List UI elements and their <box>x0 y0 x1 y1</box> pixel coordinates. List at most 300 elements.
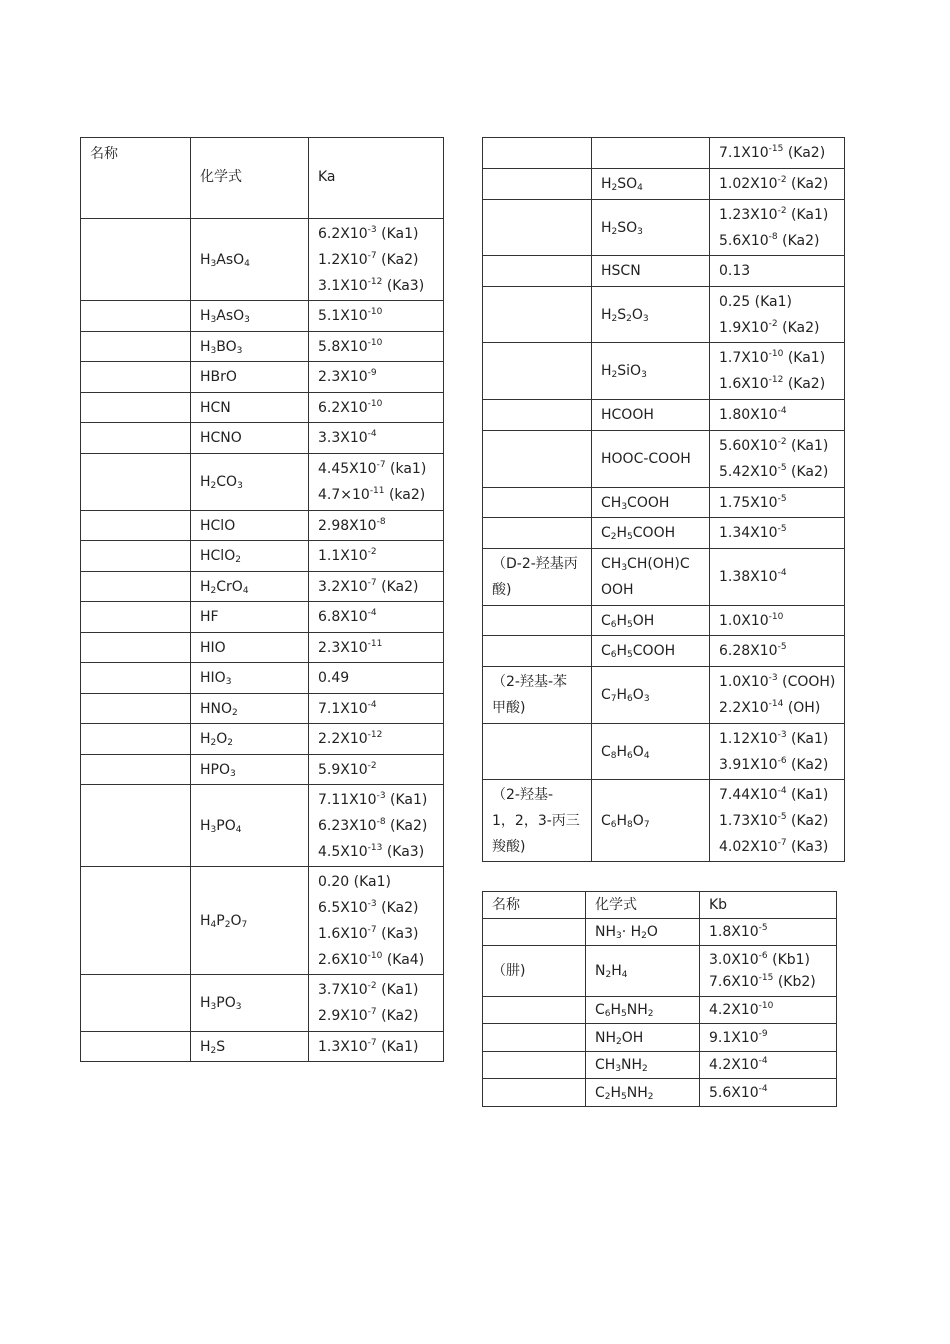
acid-table-left <box>80 137 444 1062</box>
text-run: 2.2X10 <box>318 731 368 747</box>
cell-formula <box>592 138 710 169</box>
subscript: 3 <box>210 1002 217 1012</box>
cell-name <box>483 1024 586 1052</box>
superscript: -10 <box>758 1001 774 1011</box>
text-run: 4.45X10 <box>318 461 377 477</box>
table-row <box>483 919 837 946</box>
cell-name <box>483 1052 586 1079</box>
subscript: 2 <box>611 313 618 324</box>
text-run: 0.13 <box>719 263 751 279</box>
cell-name <box>483 1079 586 1107</box>
cell-line <box>318 947 434 973</box>
cell-name <box>483 919 586 946</box>
superscript: -10 <box>367 950 383 961</box>
superscript: -2 <box>367 547 377 557</box>
text-run: SO <box>617 219 638 236</box>
acid-table-right <box>482 137 845 862</box>
subscript: 2 <box>232 707 238 718</box>
subscript: 7 <box>241 919 248 930</box>
cell-line <box>318 513 434 539</box>
text-run: H <box>616 525 628 541</box>
superscript: -15 <box>758 973 774 983</box>
subscript: 2 <box>616 1036 622 1047</box>
text-run: (Kb1) <box>767 952 811 968</box>
superscript: -8 <box>376 516 386 527</box>
cell-formula <box>592 200 710 256</box>
cell-line <box>492 577 582 603</box>
subscript: 2 <box>210 1045 217 1056</box>
text-run: H <box>200 474 211 490</box>
table-row <box>483 549 845 606</box>
text-run: (Ka2) <box>786 464 829 480</box>
subscript: 3 <box>230 768 236 779</box>
text-run: O <box>230 912 242 929</box>
text-run: H <box>200 251 211 268</box>
subscript: 6 <box>627 750 633 761</box>
text-run: (Ka2) <box>786 176 829 192</box>
cell-name <box>81 301 191 332</box>
subscript: 6 <box>610 650 617 660</box>
cell-line <box>601 258 700 284</box>
text-run: HF <box>200 609 219 625</box>
table-row <box>81 975 444 1032</box>
superscript: -3 <box>768 673 778 683</box>
text-run: 6.8X10 <box>318 609 368 625</box>
text-run: 7.44X10 <box>719 786 778 803</box>
text-run: H <box>200 817 211 834</box>
cell-line <box>318 273 434 299</box>
cell-name <box>81 332 191 362</box>
text-run: 4.7×10 <box>318 487 370 503</box>
cell-line <box>719 402 835 428</box>
text-run: H <box>601 176 612 192</box>
subscript: 3 <box>236 345 243 356</box>
subscript: 2 <box>227 738 234 748</box>
text-run: 酸) <box>492 582 512 598</box>
cell-line <box>601 446 700 472</box>
superscript: -7 <box>367 577 377 588</box>
text-run: 1，2，3-丙三 <box>492 812 580 829</box>
text-run: 3.3X10 <box>318 430 368 446</box>
text-run: CO <box>216 474 238 490</box>
text-run: OH <box>621 1029 644 1046</box>
text-run: H <box>200 338 211 355</box>
text-run: 3.7X10 <box>318 982 368 998</box>
cell-name <box>483 169 592 200</box>
cell-line <box>318 787 434 813</box>
cell-line <box>719 638 835 664</box>
subscript: 7 <box>610 694 617 704</box>
superscript: -4 <box>367 429 377 439</box>
cell-formula <box>191 301 309 332</box>
text-run: 1.34X10 <box>719 525 778 541</box>
text-run: (COOH) <box>777 674 836 690</box>
cell-line <box>318 895 434 921</box>
text-run: COOH <box>632 643 676 659</box>
table-row <box>483 256 845 287</box>
superscript: -11 <box>369 486 385 496</box>
text-run: H <box>200 308 211 324</box>
cell-ka <box>710 488 845 518</box>
text-run: 2.6X10 <box>318 951 368 968</box>
superscript: -2 <box>367 760 377 771</box>
superscript: -5 <box>758 923 768 933</box>
text-run: (ka2) <box>384 487 426 503</box>
cell-ka <box>710 138 845 169</box>
cell-line <box>601 551 700 577</box>
cell-formula <box>191 975 309 1032</box>
subscript: 4 <box>621 970 628 980</box>
cell-ka <box>710 431 845 488</box>
cell-ka <box>710 200 845 256</box>
table-row <box>81 755 444 785</box>
cell-formula <box>191 602 309 633</box>
table-row <box>81 301 444 332</box>
text-run: (Ka1) <box>786 206 829 223</box>
text-run: O <box>632 743 644 760</box>
cell-kb <box>700 1079 837 1107</box>
cell-name <box>81 454 191 511</box>
text-run: 6.2X10 <box>318 399 368 416</box>
table-row <box>483 169 845 200</box>
table-row <box>483 287 845 343</box>
text-run: S <box>617 306 627 323</box>
text-run: · H <box>621 924 642 940</box>
superscript: -6 <box>758 951 768 961</box>
cell-formula <box>586 1079 700 1107</box>
superscript: -8 <box>768 231 778 242</box>
cell-line <box>492 551 582 577</box>
subscript: 5 <box>627 619 633 630</box>
text-run: 1.73X10 <box>719 812 778 829</box>
text-run: C <box>595 1084 605 1101</box>
cell-name <box>81 602 191 633</box>
text-run: 1.6X10 <box>719 376 769 392</box>
text-run: (Ka2) <box>376 1008 419 1024</box>
cell-name <box>81 572 191 602</box>
text-run: C <box>601 525 611 541</box>
subscript: 8 <box>627 819 633 830</box>
text-run: 1.38X10 <box>719 569 778 585</box>
superscript: -12 <box>768 375 784 385</box>
superscript: -10 <box>768 349 784 359</box>
text-run: 4.2X10 <box>709 1002 759 1018</box>
cell-ka <box>309 755 444 785</box>
text-run: 5.60X10 <box>719 438 778 454</box>
header-formula: 化学式 <box>586 892 700 919</box>
subscript: 3 <box>641 370 647 380</box>
cell-ka <box>710 549 845 606</box>
text-run: H <box>601 219 612 236</box>
cell-ka <box>710 287 845 343</box>
text-run: (ka1) <box>385 461 427 477</box>
table-row <box>81 541 444 572</box>
text-run: 1.6X10 <box>318 925 368 942</box>
text-run: 1.02X10 <box>719 176 778 192</box>
table-row <box>483 138 845 169</box>
cell-line <box>318 813 434 839</box>
subscript: 3 <box>615 1064 622 1074</box>
cell-line <box>709 999 827 1021</box>
cell-formula <box>191 1032 309 1062</box>
cell-ka <box>309 663 444 694</box>
table-row <box>81 694 444 724</box>
cell-line <box>318 221 434 247</box>
text-run: (Ka2) <box>783 376 826 392</box>
subscript: 2 <box>641 931 647 941</box>
text-run: 5.9X10 <box>318 761 368 778</box>
text-run: HCN <box>200 399 231 416</box>
cell-name <box>483 400 592 431</box>
text-run: (Ka3) <box>382 277 425 294</box>
table-row <box>483 606 845 636</box>
text-run: C <box>595 1002 605 1018</box>
cell-formula <box>592 724 710 780</box>
header-name: 名称 <box>81 138 191 219</box>
text-run: 3.91X10 <box>719 756 778 773</box>
cell-formula <box>191 454 309 511</box>
text-run: H <box>200 995 211 1011</box>
cell-formula <box>191 572 309 602</box>
text-run: 4.5X10 <box>318 843 368 860</box>
text-run: 7.11X10 <box>318 791 377 808</box>
text-run: 6.23X10 <box>318 817 377 834</box>
subscript: 5 <box>627 532 633 542</box>
text-run: O <box>216 731 228 747</box>
cell-line <box>719 315 835 341</box>
subscript: 2 <box>235 555 241 565</box>
cell-name <box>81 785 191 867</box>
cell-ka <box>710 724 845 780</box>
cell-formula <box>191 511 309 541</box>
cell-line <box>719 520 835 546</box>
superscript: -4 <box>777 568 787 578</box>
text-run: (Ka1) <box>376 1038 419 1055</box>
text-run: CH <box>601 556 622 572</box>
superscript: -4 <box>777 785 787 796</box>
cell-line <box>318 395 434 421</box>
text-run: H <box>616 643 628 659</box>
text-run: AsO <box>216 308 245 324</box>
cell-name <box>81 1032 191 1062</box>
text-run: C <box>601 812 611 829</box>
text-run: H <box>616 687 628 703</box>
cell-line <box>318 425 434 451</box>
cell-name <box>483 343 592 400</box>
cell-line <box>601 520 700 546</box>
cell-line <box>709 1027 827 1049</box>
text-run: OH <box>632 612 655 629</box>
cell-name <box>483 606 592 636</box>
text-run: HBrO <box>200 369 237 385</box>
cell-line <box>492 695 582 721</box>
cell-line <box>719 808 835 834</box>
cell-line <box>719 490 835 516</box>
cell-ka <box>309 975 444 1032</box>
text-run: （2-羟基-苯 <box>492 674 568 690</box>
base-table <box>482 891 837 1107</box>
cell-ka <box>309 362 444 393</box>
superscript: -10 <box>768 611 784 622</box>
cell-ka <box>309 541 444 572</box>
cell-line <box>601 171 700 197</box>
cell-formula <box>191 332 309 362</box>
cell-name <box>483 667 592 724</box>
subscript: 2 <box>210 481 217 491</box>
cell-ka <box>309 332 444 362</box>
text-run: HClO <box>200 517 236 534</box>
text-run: C <box>601 643 611 659</box>
table-row <box>81 602 444 633</box>
subscript: 3 <box>210 345 217 356</box>
text-run: 5.1X10 <box>318 308 368 324</box>
superscript: -5 <box>777 811 787 822</box>
cell-name <box>81 219 191 301</box>
subscript: 2 <box>647 1091 654 1102</box>
text-run: C <box>601 743 611 760</box>
superscript: -3 <box>376 790 386 801</box>
cell-ka <box>710 636 845 667</box>
text-run: (Kb2) <box>773 974 816 990</box>
table-row <box>81 393 444 423</box>
cell-ka <box>309 694 444 724</box>
text-run: （D-2-羟基丙 <box>492 556 578 572</box>
cell-line <box>719 782 835 808</box>
table-row <box>483 1079 837 1107</box>
text-run: H <box>611 963 622 979</box>
text-run: 7.6X10 <box>709 974 759 990</box>
text-run: OOH <box>601 582 634 598</box>
table-row <box>483 200 845 256</box>
text-run: (Ka2) <box>376 578 419 595</box>
text-run: 羧酸) <box>492 838 526 855</box>
text-run: HCNO <box>200 430 242 446</box>
text-run: (Ka1) <box>783 350 826 366</box>
text-run: (OH) <box>783 700 821 716</box>
cell-name <box>81 975 191 1032</box>
subscript: 3 <box>621 501 628 512</box>
cell-formula <box>191 362 309 393</box>
subscript: 2 <box>224 919 231 930</box>
cell-ka <box>710 256 845 287</box>
cell-line <box>601 808 700 834</box>
cell-name <box>483 780 592 862</box>
cell-kb <box>700 946 837 997</box>
subscript: 5 <box>627 650 633 660</box>
text-run: 4.02X10 <box>719 838 778 855</box>
cell-name <box>483 200 592 256</box>
text-run: H <box>616 743 628 760</box>
cell-line <box>601 358 700 384</box>
cell-formula <box>586 1052 700 1079</box>
subscript: 4 <box>242 585 249 596</box>
text-run: (Ka3) <box>376 925 419 942</box>
header-formula: 化学式 <box>191 138 309 219</box>
cell-ka <box>309 785 444 867</box>
text-run: (Ka1) <box>376 225 419 242</box>
subscript: 8 <box>610 750 617 761</box>
cell-formula <box>592 343 710 400</box>
cell-line <box>492 669 582 695</box>
table-row <box>81 511 444 541</box>
text-run: 5.6X10 <box>719 232 769 249</box>
cell-name <box>483 518 592 549</box>
table-row <box>81 663 444 694</box>
cell-line <box>719 433 835 459</box>
cell-name: （肼) <box>483 946 586 997</box>
text-run: 1.8X10 <box>709 924 759 940</box>
cell-line <box>318 921 434 947</box>
superscript: -8 <box>376 816 386 827</box>
subscript: 2 <box>604 1091 611 1102</box>
cell-formula <box>592 256 710 287</box>
cell-formula <box>592 606 710 636</box>
cell-line <box>318 635 434 661</box>
cell-ka <box>309 572 444 602</box>
cell-line <box>719 752 835 778</box>
subscript: 3 <box>237 481 243 491</box>
text-run: 7.1X10 <box>318 700 368 717</box>
text-run: 1.12X10 <box>719 730 778 747</box>
cell-line <box>318 1034 434 1060</box>
superscript: -4 <box>367 699 377 710</box>
text-run: SO <box>617 176 638 192</box>
text-run: HOOC-COOH <box>601 451 691 467</box>
text-run: 3.2X10 <box>318 578 368 595</box>
text-run: C <box>601 687 611 703</box>
superscript: -6 <box>777 755 787 766</box>
cell-name <box>81 393 191 423</box>
superscript: -7 <box>777 837 787 848</box>
text-run: 7.1X10 <box>719 145 769 161</box>
text-run: H <box>610 1002 622 1018</box>
table-row <box>81 219 444 301</box>
text-run: 3.1X10 <box>318 277 368 294</box>
text-run: H <box>616 612 628 629</box>
cell-line <box>601 490 700 516</box>
text-run: 1.75X10 <box>719 494 778 511</box>
text-run: HClO <box>200 548 236 564</box>
cell-line <box>719 202 835 228</box>
cell-formula <box>592 636 710 667</box>
cell-line <box>318 696 434 722</box>
superscript: -7 <box>367 924 377 935</box>
text-run: H <box>616 812 628 829</box>
table-row <box>483 518 845 549</box>
superscript: -5 <box>777 642 787 652</box>
cell-line <box>719 669 835 695</box>
text-run: (Ka2) <box>777 232 820 249</box>
superscript: -15 <box>768 144 784 154</box>
cell-formula <box>592 400 710 431</box>
text-run: COOH <box>632 525 676 541</box>
superscript: -2 <box>367 981 377 991</box>
text-run: O <box>632 687 644 703</box>
cell-line <box>719 695 835 721</box>
cell-line <box>719 608 835 634</box>
cell-line <box>709 1054 827 1076</box>
cell-ka <box>710 780 845 862</box>
subscript: 2 <box>210 738 217 748</box>
superscript: -14 <box>768 699 784 709</box>
superscript: -2 <box>768 318 778 329</box>
text-run: (Ka4) <box>382 951 425 968</box>
table-row <box>81 423 444 454</box>
cell-line <box>709 1082 827 1104</box>
cell-name <box>483 138 592 169</box>
text-run: NH <box>626 1084 648 1101</box>
cell-name <box>81 423 191 454</box>
